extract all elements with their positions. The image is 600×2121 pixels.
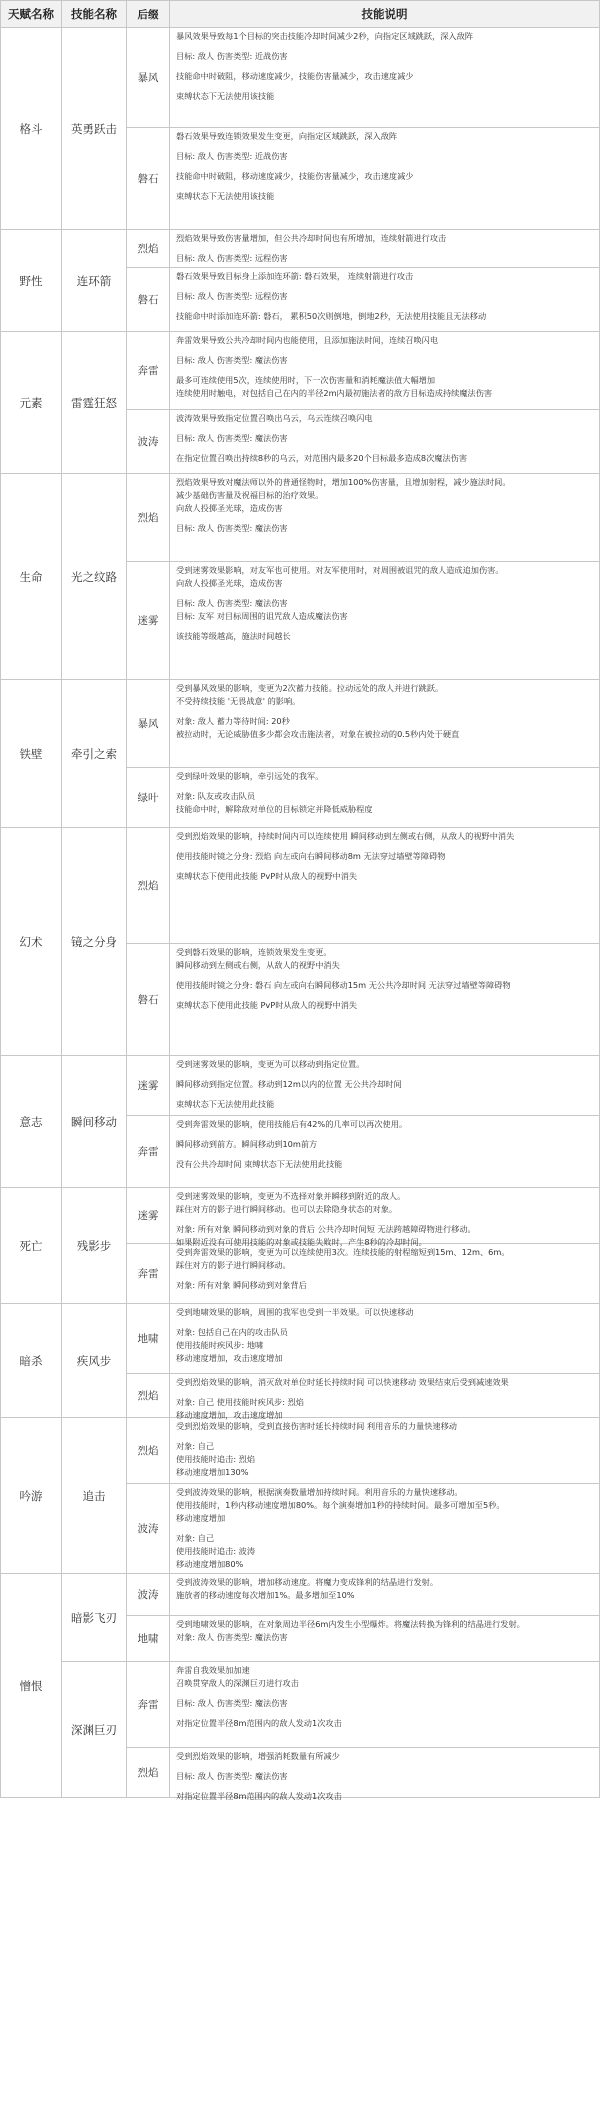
description-cell [170, 680, 600, 768]
description-line: 目标: 敌人 伤害类型: 魔法伤害 [176, 1698, 288, 1708]
table-row [1, 1418, 600, 1484]
talent-cell: 铁壁 [1, 680, 62, 828]
talent-cell: 死亡 [1, 1188, 62, 1304]
suffix-cell: 奔雷 [127, 332, 170, 410]
suffix-cell: 迷雾 [127, 1056, 170, 1116]
header-skill: 技能名称 [62, 1, 127, 28]
description-line: 对象: 自己 [176, 1533, 215, 1543]
description-line: 束缚状态下无法使用此技能 [176, 1099, 275, 1109]
paragraph-gap [176, 1272, 593, 1279]
description-line: 如果附近没有可使用技能的对象或技能失败时，产生8秒的冷却时间。 [176, 1237, 427, 1247]
description-line: 向敌人投掷圣光球，造成伤害 [176, 578, 283, 588]
description-line: 受到地啸效果的影响，周围的我军也受到一半效果。可以快速移动 [176, 1307, 414, 1317]
paragraph-gap [176, 425, 593, 432]
skill-name-cell: 镜之分身 [62, 828, 127, 1056]
suffix-cell: 奔雷 [127, 1116, 170, 1188]
description-line: 对象: 敌人 伤害类型: 魔法伤害 [176, 1632, 288, 1642]
talent-cell: 吟游 [1, 1418, 62, 1574]
description-line: 磐石效果导致目标身上添加连环箭: 磐石效果， 连续射箭进行攻击 [176, 271, 414, 281]
description-line: 束缚状态下使用此技能 PvP时从敌人的视野中消失 [176, 871, 358, 881]
paragraph-gap [176, 43, 593, 50]
description-line: 波涛效果导致指定位置召唤出乌云，乌云连续召唤闪电 [176, 413, 373, 423]
paragraph-gap [176, 1710, 593, 1717]
suffix-cell: 绿叶 [127, 768, 170, 828]
description-line: 技能命中时破阻，移动速度减少，技能伤害量减少，攻击速度减少 [176, 71, 414, 81]
description-line: 目标: 敌人 伤害类型: 近战伤害 [176, 151, 288, 161]
description-line: 使用技能时追击: 烈焰 [176, 1454, 256, 1464]
table-row [1, 1574, 600, 1616]
suffix-cell: 烈焰 [127, 474, 170, 562]
description-line: 烈焰效果导致对魔法师以外的普通怪物时，增加100%伤害量，且增加射程，减少施法时间。 [176, 477, 511, 487]
description-line: 对指定位置半径8m范围内的敌人发动1次攻击 [176, 1791, 342, 1801]
description-line: 该技能等级越高，施法时间越长 [176, 631, 291, 641]
suffix-cell: 地啸 [127, 1304, 170, 1374]
description-line: 受到磐石效果的影响，连锁效果发生变更。 [176, 947, 332, 957]
description-line: 受到迷雾效果的影响，变更为可以移动到指定位置。 [176, 1059, 365, 1069]
description-cell [170, 128, 600, 230]
description-line: 目标: 敌人 伤害类型: 魔法伤害 [176, 598, 288, 608]
description-line: 受到地啸效果的影响，在对象周边半径6m内发生小型爆炸。将魔法转换为锋利的结晶进行发射。 [176, 1619, 525, 1629]
suffix-cell: 奔雷 [127, 1244, 170, 1304]
description-line: 移动速度增加，攻击速度增加 [176, 1353, 283, 1363]
skill-name-cell: 牵引之索 [62, 680, 127, 828]
suffix-cell: 磐石 [127, 268, 170, 332]
description-line: 磐石效果导致连锁效果发生变更，向指定区域跳跃，深入敌阵 [176, 131, 398, 141]
description-line: 目标: 敌人 伤害类型: 远程伤害 [176, 253, 288, 263]
talent-cell: 憎恨 [1, 1574, 62, 1798]
description-cell [170, 1484, 600, 1574]
suffix-cell: 地啸 [127, 1616, 170, 1662]
paragraph-gap [176, 972, 593, 979]
description-line: 束缚状态下使用此技能 PvP时从敌人的视野中消失 [176, 1000, 358, 1010]
suffix-cell: 奔雷 [127, 1662, 170, 1748]
suffix-cell: 烈焰 [127, 1418, 170, 1484]
skill-name-cell: 连环箭 [62, 230, 127, 332]
table-row [1, 1188, 600, 1244]
paragraph-gap [176, 303, 593, 310]
description-line: 受到烈焰效果的影响，受到直接伤害时延长持续时间 利用音乐的力量快速移动 [176, 1421, 457, 1431]
description-cell [170, 828, 600, 944]
description-line: 瞬间移动到前方。瞬间移动到10m前方 [176, 1139, 318, 1149]
skill-name-cell: 追击 [62, 1418, 127, 1574]
description-line: 奔雷自我效果加加速 [176, 1665, 250, 1675]
description-line: 受到绿叶效果的影响，牵引远处的我军。 [176, 771, 324, 781]
description-line: 使用技能时镜之分身: 磐石 向左或向右瞬间移动15m 无公共冷却时间 无法穿过墙壁等障碍物 [176, 980, 511, 990]
description-line: 被拉动时，无论威胁值多少都会攻击施法者，对象在被拉动的0.5秒内处于硬直 [176, 729, 460, 739]
paragraph-gap [176, 992, 593, 999]
description-line: 目标: 友军 对目标周围的诅咒敌人造成魔法伤害 [176, 611, 348, 621]
table-body [1, 28, 600, 1801]
paragraph-gap [176, 1216, 593, 1223]
description-line: 对象: 敌人 蓄力等待时间: 20秒 [176, 716, 290, 726]
table-row [1, 1662, 600, 1748]
description-line: 使用技能时追击: 波涛 [176, 1546, 256, 1556]
paragraph-gap [176, 283, 593, 290]
paragraph-gap [176, 623, 593, 630]
suffix-cell: 烈焰 [127, 1374, 170, 1418]
description-line: 向敌人投掷圣光球，造成伤害 [176, 503, 283, 513]
description-cell [170, 1304, 600, 1374]
description-line: 使用技能时疾风步: 地啸 [176, 1340, 264, 1350]
paragraph-gap [176, 63, 593, 70]
description-cell [170, 1616, 600, 1662]
description-cell [170, 1056, 600, 1116]
paragraph-gap [176, 1151, 593, 1158]
paragraph-gap [176, 367, 593, 374]
talent-cell: 元素 [1, 332, 62, 474]
description-cell [170, 1116, 600, 1188]
table-row [1, 828, 600, 944]
talent-cell: 幻术 [1, 828, 62, 1056]
description-line: 踩住对方的影子进行瞬间移动。 [176, 1260, 291, 1270]
description-line: 对象: 所有对象 瞬间移动到对象的背后 公共冷却时间短 无法跨越障碍物进行移动。 [176, 1224, 476, 1234]
description-line: 受到奔雷效果的影响，使用技能后有42%的几率可以再次使用。 [176, 1119, 408, 1129]
paragraph-gap [176, 445, 593, 452]
suffix-cell: 磐石 [127, 944, 170, 1056]
paragraph-gap [176, 183, 593, 190]
description-line: 目标: 敌人 伤害类型: 魔法伤害 [176, 523, 288, 533]
suffix-cell: 暴风 [127, 28, 170, 128]
skill-name-cell: 英勇跃击 [62, 28, 127, 230]
description-line: 最多可连续使用5次，连续使用时，下一次伤害量和消耗魔法值大幅增加 [176, 375, 436, 385]
description-line: 对象: 自己 [176, 1441, 215, 1451]
description-line: 对象: 队友或攻击队员 [176, 791, 256, 801]
skill-name-cell: 残影步 [62, 1188, 127, 1304]
description-line: 对象: 包括自己在内的攻击队员 [176, 1327, 288, 1337]
description-line: 减少基础伤害量及祝福目标的治疗效果。 [176, 490, 324, 500]
description-line: 烈焰效果导致伤害量增加，但公共冷却时间也有所增加，连续射箭进行攻击 [176, 233, 447, 243]
talent-cell: 格斗 [1, 28, 62, 230]
description-line: 移动速度增加 [176, 1513, 226, 1523]
description-line: 对象: 所有对象 瞬间移动到对象背后 [176, 1280, 307, 1290]
table-row [1, 332, 600, 410]
description-line: 对指定位置半径8m范围内的敌人发动1次攻击 [176, 1718, 342, 1728]
description-cell [170, 28, 600, 128]
table-row [1, 1304, 600, 1374]
description-line: 移动速度增加80% [176, 1559, 244, 1569]
description-cell [170, 1662, 600, 1748]
description-cell [170, 768, 600, 828]
description-cell [170, 1748, 600, 1801]
description-line: 暴风效果导致每1个目标的突击技能冷却时间减少2秒，向指定区域跳跃，深入敌阵 [176, 31, 473, 41]
description-line: 束缚状态下无法使用该技能 [176, 91, 275, 101]
table-row [1, 230, 600, 268]
description-cell [170, 1574, 600, 1616]
description-line: 目标: 敌人 伤害类型: 远程伤害 [176, 291, 288, 301]
talent-cell: 野性 [1, 230, 62, 332]
description-line: 技能命中时添加连环箭: 磐石， 累积50次则倒地，倒地2秒，无法使用技能且无法移动 [176, 311, 487, 321]
description-line: 召唤贯穿敌人的深渊巨刃进行攻击 [176, 1678, 299, 1688]
description-line: 受到波涛效果的影响，增加移动速度。将魔力变成锋利的结晶进行发射。 [176, 1577, 439, 1587]
suffix-cell: 暴风 [127, 680, 170, 768]
paragraph-gap [176, 1525, 593, 1532]
description-cell [170, 410, 600, 474]
header-description: 技能说明 [170, 1, 600, 28]
description-line: 奔雷效果导致公共冷却时间内也能使用，且添加施法时间，连续召唤闪电 [176, 335, 439, 345]
table-row [1, 680, 600, 768]
description-line: 移动速度增加130% [176, 1467, 249, 1477]
description-line: 技能命中时，解除敌对单位的目标锁定并降低威胁程度 [176, 804, 373, 814]
description-line: 目标: 敌人 伤害类型: 魔法伤害 [176, 355, 288, 365]
description-line: 目标: 敌人 伤害类型: 魔法伤害 [176, 1771, 288, 1781]
paragraph-gap [176, 1763, 593, 1770]
description-line: 瞬间移动到指定位置。移动到12m以内的位置 无公共冷却时间 [176, 1079, 402, 1089]
suffix-cell: 波涛 [127, 1484, 170, 1574]
suffix-cell: 烈焰 [127, 828, 170, 944]
description-line: 受到奔雷效果的影响，变更为可以连续使用3次。连续技能的射程缩短到15m、12m、6m。 [176, 1247, 510, 1257]
description-cell [170, 332, 600, 410]
paragraph-gap [176, 843, 593, 850]
paragraph-gap [176, 1091, 593, 1098]
paragraph-gap [176, 347, 593, 354]
description-line: 不受持续技能 '无畏战意' 的影响。 [176, 696, 301, 706]
description-line: 移动速度增加，攻击速度增加 [176, 1410, 283, 1420]
table-header-row [1, 1, 600, 28]
paragraph-gap [176, 1319, 593, 1326]
description-cell [170, 562, 600, 680]
description-line: 目标: 敌人 伤害类型: 近战伤害 [176, 51, 288, 61]
description-cell [170, 1418, 600, 1484]
header-talent: 天赋名称 [1, 1, 62, 28]
paragraph-gap [176, 1690, 593, 1697]
paragraph-gap [176, 783, 593, 790]
skill-name-cell: 疾风步 [62, 1304, 127, 1418]
description-line: 受到暴风效果的影响，变更为2次蓄力技能。拉动远处的敌人并进行跳跃。 [176, 683, 444, 693]
paragraph-gap [176, 163, 593, 170]
talent-cell: 暗杀 [1, 1304, 62, 1418]
description-line: 瞬间移动到左侧或右侧，从敌人的视野中消失 [176, 960, 340, 970]
table-row [1, 474, 600, 562]
description-cell [170, 944, 600, 1056]
description-line: 踩住对方的影子进行瞬间移动。也可以去除隐身状态的对象。 [176, 1204, 398, 1214]
suffix-cell: 磐石 [127, 128, 170, 230]
description-cell [170, 1244, 600, 1304]
description-cell [170, 268, 600, 332]
paragraph-gap [176, 1783, 593, 1790]
paragraph-gap [176, 1131, 593, 1138]
talent-cell: 意志 [1, 1056, 62, 1188]
description-line: 使用技能时镜之分身: 烈焰 向左或向右瞬间移动8m 无法穿过墙壁等障碍物 [176, 851, 446, 861]
skill-name-cell: 雷霆狂怒 [62, 332, 127, 474]
description-cell [170, 230, 600, 268]
suffix-cell: 波涛 [127, 410, 170, 474]
paragraph-gap [176, 515, 593, 522]
talent-cell: 生命 [1, 474, 62, 680]
description-line: 受到波涛效果的影响，根据演奏数量增加持续时间。利用音乐的力量快速移动。 [176, 1487, 463, 1497]
paragraph-gap [176, 143, 593, 150]
description-line: 受到迷雾效果的影响，变更为不选择对象并瞬移到附近的敌人。 [176, 1191, 406, 1201]
paragraph-gap [176, 1389, 593, 1396]
table-row [1, 1056, 600, 1116]
skill-name-cell: 暗影飞刃 [62, 1574, 127, 1662]
description-line: 连续使用时触电，对包括自己在内的半径2m内最初施法者的敌方目标造成持续魔法伤害 [176, 388, 493, 398]
description-line: 使用技能时，1秒内移动速度增加80%。每个演奏增加1秒的持续时间。最多可增加至5秒。 [176, 1500, 505, 1510]
description-line: 对象: 自己 使用技能时疾风步: 烈焰 [176, 1397, 304, 1407]
table-row [1, 28, 600, 128]
suffix-cell: 烈焰 [127, 230, 170, 268]
description-line: 技能命中时破阻，移动速度减少，技能伤害量减少，攻击速度减少 [176, 171, 414, 181]
paragraph-gap [176, 863, 593, 870]
skill-name-cell: 光之纹路 [62, 474, 127, 680]
skill-name-cell: 瞬间移动 [62, 1056, 127, 1188]
description-line: 受到迷雾效果影响，对友军也可使用。对友军使用时，对周围被诅咒的敌人造成追加伤害。 [176, 565, 504, 575]
description-line: 受到烈焰效果的影响，消灭敌对单位时延长持续时间 可以快速移动 效果结束后受到减速效果 [176, 1377, 509, 1387]
paragraph-gap [176, 1433, 593, 1440]
description-line: 束缚状态下无法使用该技能 [176, 191, 275, 201]
description-cell [170, 474, 600, 562]
paragraph-gap [176, 590, 593, 597]
description-line: 施放者的移动速度每次增加1%。最多增加至10% [176, 1590, 355, 1600]
header-suffix: 后缀 [127, 1, 170, 28]
skill-name-cell: 深渊巨刃 [62, 1662, 127, 1798]
description-line: 受到烈焰效果的影响，增强消耗数量有所减少 [176, 1751, 340, 1761]
paragraph-gap [176, 708, 593, 715]
suffix-cell: 波涛 [127, 1574, 170, 1616]
suffix-cell: 迷雾 [127, 1188, 170, 1244]
description-line: 目标: 敌人 伤害类型: 魔法伤害 [176, 433, 288, 443]
description-line: 受到烈焰效果的影响，持续时间内可以连续使用 瞬间移动到左侧或右侧，从敌人的视野中消失 [176, 831, 515, 841]
paragraph-gap [176, 1071, 593, 1078]
paragraph-gap [176, 83, 593, 90]
description-line: 没有公共冷却时间 束缚状态下无法使用此技能 [176, 1159, 343, 1169]
suffix-cell: 迷雾 [127, 562, 170, 680]
paragraph-gap [176, 245, 593, 252]
description-cell [170, 1188, 600, 1247]
description-cell [170, 1374, 600, 1418]
description-line: 在指定位置召唤出持续8秒的乌云，对范围内最多20个目标最多造成8次魔法伤害 [176, 453, 468, 463]
suffix-cell: 烈焰 [127, 1748, 170, 1798]
